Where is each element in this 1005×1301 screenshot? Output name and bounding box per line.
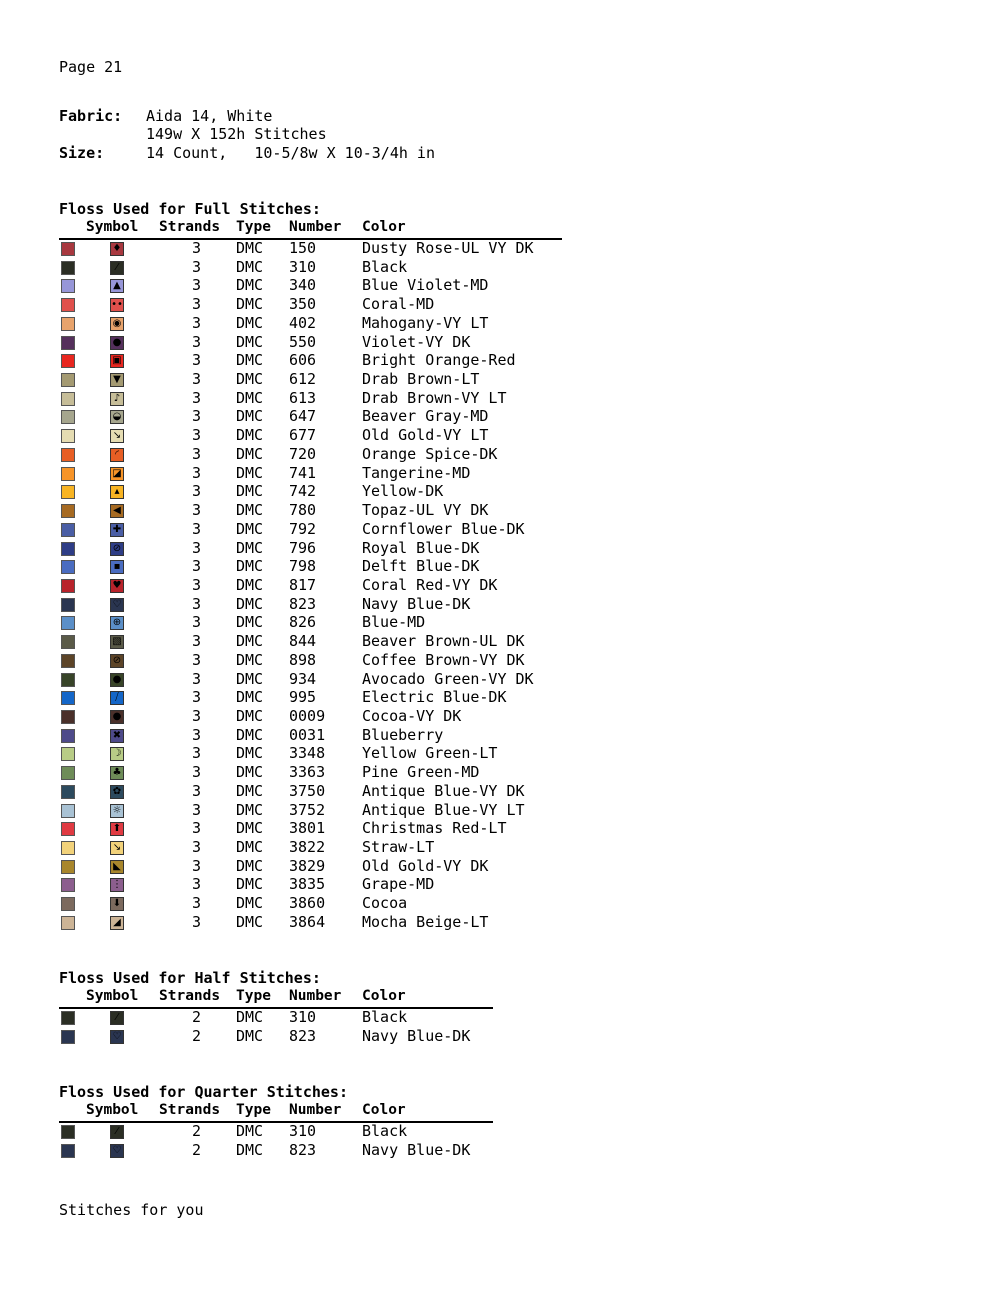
color-swatch (61, 298, 75, 312)
cell-strands: 3 (192, 351, 202, 370)
stitch-symbol-icon: ♡ (110, 598, 124, 612)
stitch-symbol-icon: ☽ (110, 747, 124, 761)
stitch-symbol-icon: ⁄ (110, 261, 124, 275)
cell-color: Royal Blue-DK (362, 538, 480, 557)
cell-number: 741 (289, 463, 317, 482)
color-swatch (61, 542, 75, 556)
cell-type: DMC (236, 613, 264, 632)
cell-type: DMC (236, 594, 264, 613)
cell-color: Black (362, 1122, 408, 1140)
color-swatch (61, 766, 75, 780)
cell-number: 677 (289, 426, 317, 445)
cell-color: Old Gold-VY LT (362, 426, 489, 445)
cell-number: 606 (289, 351, 317, 370)
cell-strands: 3 (192, 875, 202, 894)
cell-strands: 2 (192, 1026, 202, 1045)
cell-type: DMC (236, 239, 264, 257)
cell-strands: 3 (192, 575, 202, 594)
color-swatch (61, 897, 75, 911)
cell-strands: 3 (192, 594, 202, 613)
cell-color: Delft Blue-DK (362, 557, 480, 576)
cell-type: DMC (236, 781, 264, 800)
stitch-symbol-icon: ▣ (110, 354, 124, 368)
cell-type: DMC (236, 519, 264, 538)
cell-type: DMC (236, 370, 264, 389)
cell-type: DMC (236, 575, 264, 594)
stitch-symbol-icon: ⁄ (110, 1011, 124, 1025)
color-swatch (61, 729, 75, 743)
cell-number: 3750 (289, 781, 326, 800)
stitch-symbol-icon: ▼ (110, 373, 124, 387)
cell-color: Dusty Rose-UL VY DK (362, 239, 534, 257)
column-header-number: Number (289, 219, 342, 235)
cell-color: Beaver Gray-MD (362, 407, 489, 426)
cell-color: Old Gold-VY DK (362, 856, 489, 875)
cell-type: DMC (236, 426, 264, 445)
cell-strands: 2 (192, 1122, 202, 1140)
cell-color: Coral-MD (362, 295, 435, 314)
color-swatch (61, 747, 75, 761)
cell-type: DMC (236, 538, 264, 557)
cell-number: 823 (289, 594, 317, 613)
cell-color: Blueberry (362, 725, 444, 744)
color-swatch (61, 691, 75, 705)
cell-color: Beaver Brown-UL DK (362, 632, 525, 651)
stitch-symbol-icon: ● (110, 710, 124, 724)
color-swatch (61, 279, 75, 293)
cell-type: DMC (236, 800, 264, 819)
cell-number: 402 (289, 313, 317, 332)
cell-number: 844 (289, 632, 317, 651)
cell-type: DMC (236, 688, 264, 707)
cell-number: 310 (289, 1122, 317, 1140)
color-swatch (61, 1030, 75, 1044)
color-swatch (61, 410, 75, 424)
cell-color: Drab Brown-LT (362, 370, 480, 389)
cell-number: 647 (289, 407, 317, 426)
stitch-count: 149w X 152h Stitches (146, 125, 327, 143)
color-swatch (61, 635, 75, 649)
cell-strands: 3 (192, 313, 202, 332)
stitch-symbol-icon: ⁄ (110, 1125, 124, 1139)
cell-color: Christmas Red-LT (362, 819, 507, 838)
cell-number: 0031 (289, 725, 326, 744)
color-swatch (61, 654, 75, 668)
stitch-symbol-icon: ♡ (110, 1144, 124, 1158)
cell-strands: 3 (192, 519, 202, 538)
cell-number: 340 (289, 276, 317, 295)
cell-number: 3752 (289, 800, 326, 819)
cell-number: 613 (289, 388, 317, 407)
cell-strands: 3 (192, 407, 202, 426)
size-value: 14 Count, 10-5/8w X 10-3/4h in (146, 144, 435, 162)
color-swatch (61, 392, 75, 406)
cell-strands: 3 (192, 482, 202, 501)
cell-color: Blue Violet-MD (362, 276, 489, 295)
cell-type: DMC (236, 707, 264, 725)
column-header-symbol: Symbol (86, 1102, 139, 1118)
color-swatch (61, 354, 75, 368)
cell-color: Electric Blue-DK (362, 688, 507, 707)
cell-type: DMC (236, 894, 264, 913)
color-swatch (61, 579, 75, 593)
cell-strands: 3 (192, 332, 202, 351)
cell-number: 612 (289, 370, 317, 389)
cell-type: DMC (236, 744, 264, 763)
cell-type: DMC (236, 819, 264, 838)
cell-color: Navy Blue-DK (362, 594, 471, 613)
cell-color: Coffee Brown-VY DK (362, 650, 525, 669)
cell-strands: 2 (192, 1140, 202, 1159)
column-header-symbol: Symbol (86, 219, 139, 235)
cell-strands: 3 (192, 912, 202, 931)
cell-type: DMC (236, 501, 264, 520)
cell-strands: 3 (192, 688, 202, 707)
cell-number: 550 (289, 332, 317, 351)
cell-number: 898 (289, 650, 317, 669)
cell-color: Avocado Green-VY DK (362, 669, 534, 688)
cell-number: 3860 (289, 894, 326, 913)
section-title: Floss Used for Half Stitches: (59, 969, 321, 987)
cell-color: Tangerine-MD (362, 463, 471, 482)
cell-type: DMC (236, 1140, 264, 1159)
cell-color: Navy Blue-DK (362, 1026, 471, 1045)
stitch-symbol-icon: ◪ (110, 467, 124, 481)
cell-color: Orange Spice-DK (362, 444, 498, 463)
stitch-symbol-icon: ⊘ (110, 542, 124, 556)
cell-type: DMC (236, 838, 264, 857)
cell-number: 817 (289, 575, 317, 594)
stitch-symbol-icon: ● (110, 673, 124, 687)
cell-number: 792 (289, 519, 317, 538)
cell-number: 780 (289, 501, 317, 520)
cell-number: 796 (289, 538, 317, 557)
cell-number: 150 (289, 239, 317, 257)
stitch-symbol-icon: ▪ (110, 560, 124, 574)
cell-color: Cocoa-VY DK (362, 707, 462, 725)
color-swatch (61, 317, 75, 331)
cell-strands: 3 (192, 257, 202, 276)
cell-number: 350 (289, 295, 317, 314)
stitch-symbol-icon: ● (110, 336, 124, 350)
cell-color: Cocoa (362, 894, 408, 913)
cell-number: 3801 (289, 819, 326, 838)
cell-strands: 3 (192, 444, 202, 463)
cell-number: 310 (289, 1008, 317, 1026)
cell-type: DMC (236, 557, 264, 576)
cell-number: 3835 (289, 875, 326, 894)
cell-number: 742 (289, 482, 317, 501)
stitch-symbol-icon: ⬇ (110, 897, 124, 911)
color-swatch (61, 336, 75, 350)
stitch-symbol-icon: ↘ (110, 841, 124, 855)
color-swatch (61, 485, 75, 499)
cell-color: Blue-MD (362, 613, 426, 632)
cell-type: DMC (236, 1122, 264, 1140)
cell-number: 823 (289, 1026, 317, 1045)
floss-row (0, 1026, 600, 1048)
stitch-symbol-icon: ✖ (110, 729, 124, 743)
color-swatch (61, 261, 75, 275)
stitch-symbol-icon: ♡ (110, 1030, 124, 1044)
cell-number: 3822 (289, 838, 326, 857)
color-swatch (61, 467, 75, 481)
cell-type: DMC (236, 257, 264, 276)
cell-strands: 3 (192, 650, 202, 669)
cell-strands: 3 (192, 370, 202, 389)
cell-number: 798 (289, 557, 317, 576)
cell-number: 720 (289, 444, 317, 463)
stitch-symbol-icon: ◒ (110, 410, 124, 424)
page-label: Page 21 (59, 58, 123, 76)
cell-number: 3829 (289, 856, 326, 875)
cell-color: Antique Blue-VY LT (362, 800, 525, 819)
color-swatch (61, 804, 75, 818)
color-swatch (61, 822, 75, 836)
cell-color: Pine Green-MD (362, 763, 480, 782)
stitch-symbol-icon: ⋮ (112, 879, 122, 891)
cell-color: Bright Orange-Red (362, 351, 516, 370)
section-title: Floss Used for Full Stitches: (59, 200, 321, 218)
stitch-symbol-icon: ⊕ (110, 616, 124, 630)
stitch-symbol-icon: ◣ (110, 860, 124, 874)
cell-type: DMC (236, 632, 264, 651)
stitch-symbol-icon: ◜ (110, 448, 124, 462)
cell-type: DMC (236, 388, 264, 407)
floss-row (0, 1140, 600, 1162)
column-header-type: Type (236, 219, 271, 235)
color-swatch (61, 673, 75, 687)
cell-color: Black (362, 257, 408, 276)
stitch-symbol-icon: ♥ (110, 579, 124, 593)
cell-color: Black (362, 1008, 408, 1026)
color-swatch (61, 841, 75, 855)
cell-type: DMC (236, 276, 264, 295)
cell-strands: 3 (192, 501, 202, 520)
color-swatch (61, 598, 75, 612)
cell-type: DMC (236, 856, 264, 875)
color-swatch (61, 616, 75, 630)
cell-number: 826 (289, 613, 317, 632)
column-header-type: Type (236, 988, 271, 1004)
cell-strands: 3 (192, 388, 202, 407)
stitch-symbol-icon: ▲ (110, 279, 124, 293)
cell-type: DMC (236, 332, 264, 351)
cell-type: DMC (236, 875, 264, 894)
cell-color: Straw-LT (362, 838, 435, 857)
cell-strands: 3 (192, 276, 202, 295)
cell-number: 3363 (289, 763, 326, 782)
stitch-symbol-icon: ☼ (110, 804, 124, 818)
color-swatch (61, 373, 75, 387)
color-swatch (61, 1144, 75, 1158)
column-header-type: Type (236, 1102, 271, 1118)
cell-type: DMC (236, 295, 264, 314)
column-header-strands: Strands (159, 1102, 221, 1118)
column-header-number: Number (289, 1102, 342, 1118)
cell-strands: 3 (192, 239, 202, 257)
cell-strands: 3 (192, 632, 202, 651)
cell-type: DMC (236, 912, 264, 931)
floss-row (0, 912, 600, 934)
cell-number: 310 (289, 257, 317, 276)
stitch-symbol-icon: •• (111, 299, 123, 311)
header-rule (59, 1121, 493, 1123)
cell-strands: 3 (192, 613, 202, 632)
stitch-symbol-icon: ◢ (110, 916, 124, 930)
cell-number: 934 (289, 669, 317, 688)
color-swatch (61, 429, 75, 443)
cell-color: Cornflower Blue-DK (362, 519, 525, 538)
stitch-symbol-icon: ♦ (110, 242, 124, 256)
cell-type: DMC (236, 1026, 264, 1045)
cell-type: DMC (236, 725, 264, 744)
column-header-strands: Strands (159, 219, 221, 235)
size-label: Size: (59, 144, 105, 162)
cell-strands: 3 (192, 856, 202, 875)
cell-number: 0009 (289, 707, 326, 725)
cell-type: DMC (236, 463, 264, 482)
color-swatch (61, 878, 75, 892)
stitch-symbol-icon: ◉ (110, 317, 124, 331)
cell-number: 3348 (289, 744, 326, 763)
stitch-symbol-icon: ✿ (110, 785, 124, 799)
stitch-symbol-icon: ✚ (110, 523, 124, 537)
cell-strands: 3 (192, 894, 202, 913)
cell-strands: 3 (192, 819, 202, 838)
column-header-color: Color (362, 1102, 406, 1118)
cell-color: Drab Brown-VY LT (362, 388, 507, 407)
color-swatch (61, 242, 75, 256)
cell-strands: 2 (192, 1008, 202, 1026)
color-swatch (61, 504, 75, 518)
color-swatch (61, 785, 75, 799)
cell-color: Violet-VY DK (362, 332, 471, 351)
header-rule (59, 1007, 493, 1009)
cell-strands: 3 (192, 538, 202, 557)
column-header-color: Color (362, 219, 406, 235)
column-header-color: Color (362, 988, 406, 1004)
stitch-symbol-icon: ▴ (110, 485, 124, 499)
cell-color: Topaz-UL VY DK (362, 501, 489, 520)
cell-strands: 3 (192, 463, 202, 482)
cell-strands: 3 (192, 725, 202, 744)
cell-strands: 3 (192, 781, 202, 800)
color-swatch (61, 523, 75, 537)
cell-type: DMC (236, 407, 264, 426)
stitch-symbol-icon: ⬆ (110, 822, 124, 836)
cell-color: Coral Red-VY DK (362, 575, 498, 594)
cell-type: DMC (236, 313, 264, 332)
cell-strands: 3 (192, 707, 202, 725)
cell-color: Antique Blue-VY DK (362, 781, 525, 800)
cell-type: DMC (236, 444, 264, 463)
column-header-strands: Strands (159, 988, 221, 1004)
cell-color: Mahogany-VY LT (362, 313, 489, 332)
color-swatch (61, 1011, 75, 1025)
section-title: Floss Used for Quarter Stitches: (59, 1083, 348, 1101)
color-swatch (61, 916, 75, 930)
stitch-symbol-icon: ↘ (110, 429, 124, 443)
stitch-symbol-icon: ⊘ (110, 654, 124, 668)
cell-strands: 3 (192, 426, 202, 445)
cell-type: DMC (236, 1008, 264, 1026)
cell-type: DMC (236, 650, 264, 669)
cell-strands: 3 (192, 763, 202, 782)
footer-text: Stitches for you (59, 1201, 204, 1219)
color-swatch (61, 860, 75, 874)
cell-number: 995 (289, 688, 317, 707)
cell-strands: 3 (192, 295, 202, 314)
cell-color: Yellow-DK (362, 482, 444, 501)
fabric-value: Aida 14, White (146, 107, 273, 125)
stitch-symbol-icon: ⧸ (110, 691, 124, 705)
fabric-label: Fabric: (59, 107, 123, 125)
cell-color: Mocha Beige-LT (362, 912, 489, 931)
cell-type: DMC (236, 763, 264, 782)
cell-type: DMC (236, 482, 264, 501)
stitch-symbol-icon: ▧ (110, 635, 124, 649)
cell-strands: 3 (192, 744, 202, 763)
cell-number: 823 (289, 1140, 317, 1159)
cell-color: Navy Blue-DK (362, 1140, 471, 1159)
color-swatch (61, 710, 75, 724)
cell-strands: 3 (192, 838, 202, 857)
stitch-symbol-icon: ◀ (110, 504, 124, 518)
cell-strands: 3 (192, 669, 202, 688)
color-swatch (61, 1125, 75, 1139)
column-header-number: Number (289, 988, 342, 1004)
column-header-symbol: Symbol (86, 988, 139, 1004)
color-swatch (61, 448, 75, 462)
stitch-symbol-icon: ♣ (110, 766, 124, 780)
stitch-symbol-icon: ♪ (110, 392, 124, 406)
cell-number: 3864 (289, 912, 326, 931)
color-swatch (61, 560, 75, 574)
cell-type: DMC (236, 351, 264, 370)
cell-type: DMC (236, 669, 264, 688)
cell-strands: 3 (192, 557, 202, 576)
cell-strands: 3 (192, 800, 202, 819)
cell-color: Yellow Green-LT (362, 744, 498, 763)
cell-color: Grape-MD (362, 875, 435, 894)
